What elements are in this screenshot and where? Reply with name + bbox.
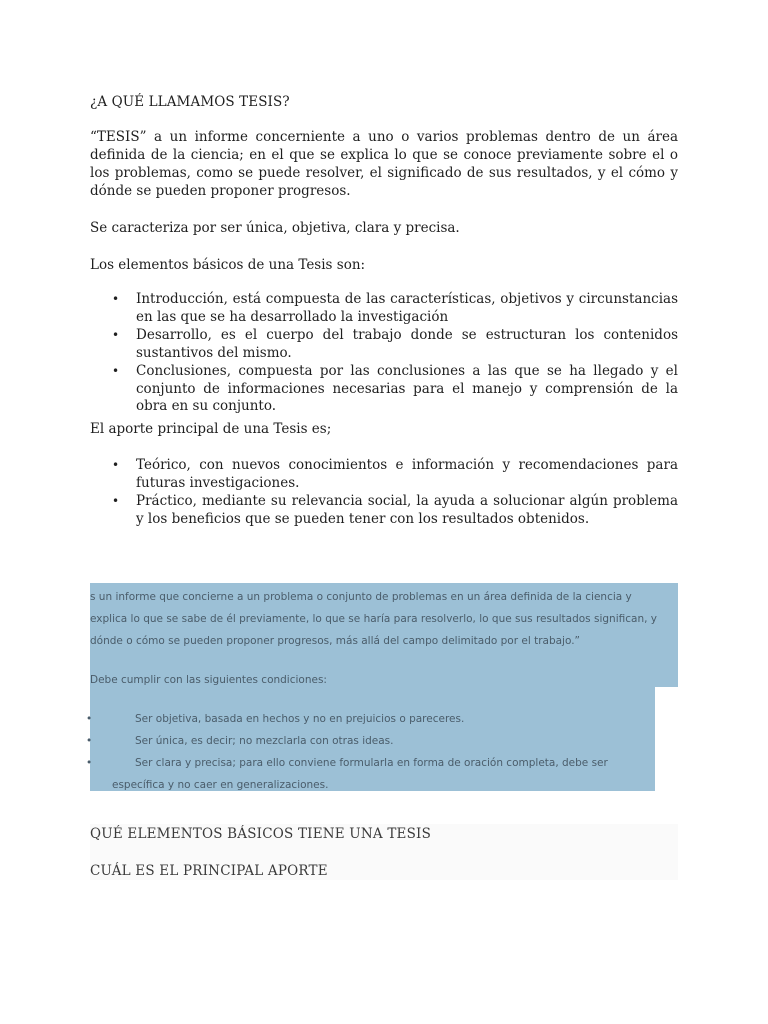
- list-item: • Teórico, con nuevos conocimientos e información y recomendaciones para futuras investigaciones.: [112, 457, 678, 491]
- conditions-list: [86, 708, 646, 796]
- list-item: • Ser clara y precisa; para ello conviene formularla en forma de oración completa, debe ser: [86, 752, 646, 774]
- list-item-continuation: específica y no caer en generalizaciones.: [112, 779, 329, 791]
- bullet-icon: •: [112, 364, 120, 378]
- question-heading: CUÁL ES EL PRINCIPAL APORTE: [90, 863, 328, 879]
- bullet-icon: •: [86, 713, 93, 725]
- list-item: • Ser objetiva, basada en hechos y no en prejuicios o pareceres.: [86, 708, 646, 730]
- list-item: • Ser única, es decir; no mezclarla con otras ideas.: [86, 730, 646, 752]
- bullet-icon: •: [86, 757, 93, 769]
- quote-line: s un informe que concierne a un problema o conjunto de problemas en un área definida de la ciencia y: [90, 591, 632, 603]
- elements-list: [90, 291, 678, 417]
- bullet-icon: •: [112, 292, 120, 306]
- characteristics-paragraph: Se caracteriza por ser única, objetiva, clara y precisa.: [90, 220, 460, 236]
- list-item: • Introducción, está compuesta de las características, objetivos y circunstancias en las que se ha desarrollado la investigación: [112, 291, 678, 325]
- bullet-icon: •: [86, 735, 93, 747]
- question-heading: QUÉ ELEMENTOS BÁSICOS TIENE UNA TESIS: [90, 826, 432, 842]
- bullet-icon: •: [112, 328, 120, 342]
- list-item: • Práctico, mediante su relevancia social, la ayuda a solucionar algún problema y los beneficios que se pueden tener con los resultados obtenidos.: [112, 493, 678, 527]
- quote-text: [90, 586, 678, 652]
- bullet-icon: •: [112, 494, 120, 508]
- quote-line: explica lo que se sabe de él previamente, lo que se haría para resolverlo, lo que sus resultados significan, y: [90, 613, 657, 625]
- document-title: ¿A QUÉ LLAMAMOS TESIS?: [90, 94, 290, 110]
- list-item: • Conclusiones, compuesta por las conclusiones a las que se ha llegado y el conjunto de informaciones necesarias para el manejo y comprensión de la obra en su conjunto.: [112, 363, 678, 414]
- definition-paragraph: “TESIS” a un informe concerniente a uno o varios problemas dentro de un área definida de la ciencia; en el que se explica lo que se conoce previamente sobre el o los problemas, como se puede resolver, el significado de sus resultados, y el cómo y dónde se pueden proponer progresos.: [90, 129, 678, 199]
- list-item: • Desarrollo, es el cuerpo del trabajo donde se estructuran los contenidos sustantivos del mismo.: [112, 327, 678, 361]
- contribution-intro: El aporte principal de una Tesis es;: [90, 421, 332, 437]
- conditions-intro: Debe cumplir con las siguientes condiciones:: [90, 674, 327, 686]
- contributions-list: [90, 457, 678, 529]
- quote-line: dónde o cómo se pueden proponer progresos, más allá del campo delimitado por el trabajo.”: [90, 635, 580, 647]
- elements-intro: Los elementos básicos de una Tesis son:: [90, 257, 366, 273]
- bullet-icon: •: [112, 458, 120, 472]
